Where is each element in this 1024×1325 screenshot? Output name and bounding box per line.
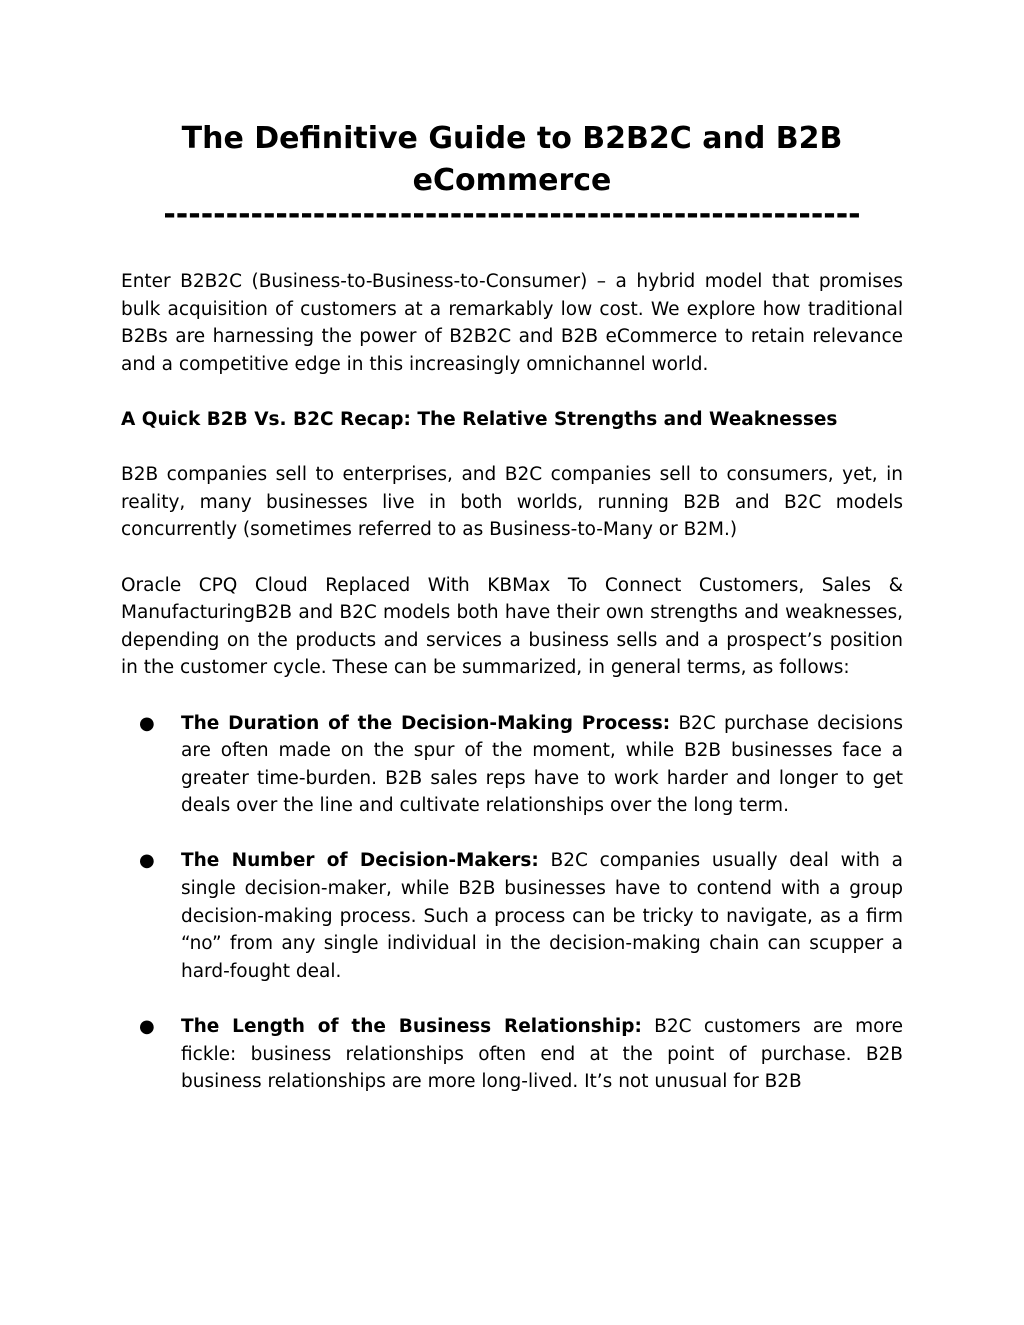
list-item-relationship-length: [121, 1013, 903, 1096]
spacer: [121, 434, 903, 462]
list-item-decision-duration: [121, 710, 903, 820]
intro-paragraph: Enter B2B2C (Business-to-Business-to-Consumer) – a hybrid model that promises bulk acquisition of customers at a remarkably low cost. We explore how traditional B2Bs are harnessing the power of B2B2C and B2B eCommerce to retain relevance and a competitive edge in this increasingly omnichannel world.: [121, 271, 903, 375]
bullet-icon: ●: [139, 712, 155, 734]
body-paragraph-1: B2B companies sell to enterprises, and B2C companies sell to consumers, yet, in reality, many businesses live in both worlds, running B2B and B2C models concurrently (sometimes referred to as Business-to-Many or B2M.): [121, 464, 903, 541]
list-item-text: B2C purchase decisions are often made on the spur of the moment, while B2B businesses face a greater time-burden. B2B sales reps have to work harder and longer to get deals over the line and cultivate relationships over the long term.: [181, 712, 903, 817]
list-item-lead: The Duration of the Decision-Making Process:: [181, 712, 671, 734]
list-item-lead: The Length of the Business Relationship:: [181, 1016, 642, 1038]
list-item-lead: The Number of Decision-Makers:: [181, 850, 539, 872]
document-page: [121, 118, 903, 1123]
spacer: [121, 378, 903, 406]
list-item-text: B2C customers are more fickle: business relationships often end at the point of purchase. B2B business relationships are more long-lived. It’s not unusual for B2B: [181, 1016, 903, 1093]
section-heading: A Quick B2B Vs. B2C Recap: The Relative Strengths and Weaknesses: [121, 408, 838, 430]
list-item-decision-makers: [121, 847, 903, 985]
list-item-text: B2C companies usually deal with a single decision-maker, while B2B businesses have to contend with a group decision-making process. Such a process can be tricky to navigate, as a firm “no” from any single individual in the decision-making chain can scupper a hard-fought deal.: [181, 850, 903, 982]
bullet-icon: ●: [139, 1016, 155, 1038]
body-paragraph-2: Oracle CPQ Cloud Replaced With KBMax To Connect Customers, Sales & ManufacturingB2B and B2C models both have their own strengths and weaknesses, depending on the products and services a business sells and a prospect’s position in the customer cycle. These can be summarized, in general terms, as follows:: [121, 574, 903, 679]
document-title: The Definitive Guide to B2B2C and B2B eCommerce: [181, 121, 843, 198]
spacer: [121, 228, 903, 268]
strengths-weaknesses-list: [121, 710, 903, 1096]
bullet-icon: ●: [139, 850, 155, 872]
spacer: [121, 682, 903, 710]
title-divider: --------------------------------------------------------: [163, 202, 861, 228]
spacer: [121, 544, 903, 572]
